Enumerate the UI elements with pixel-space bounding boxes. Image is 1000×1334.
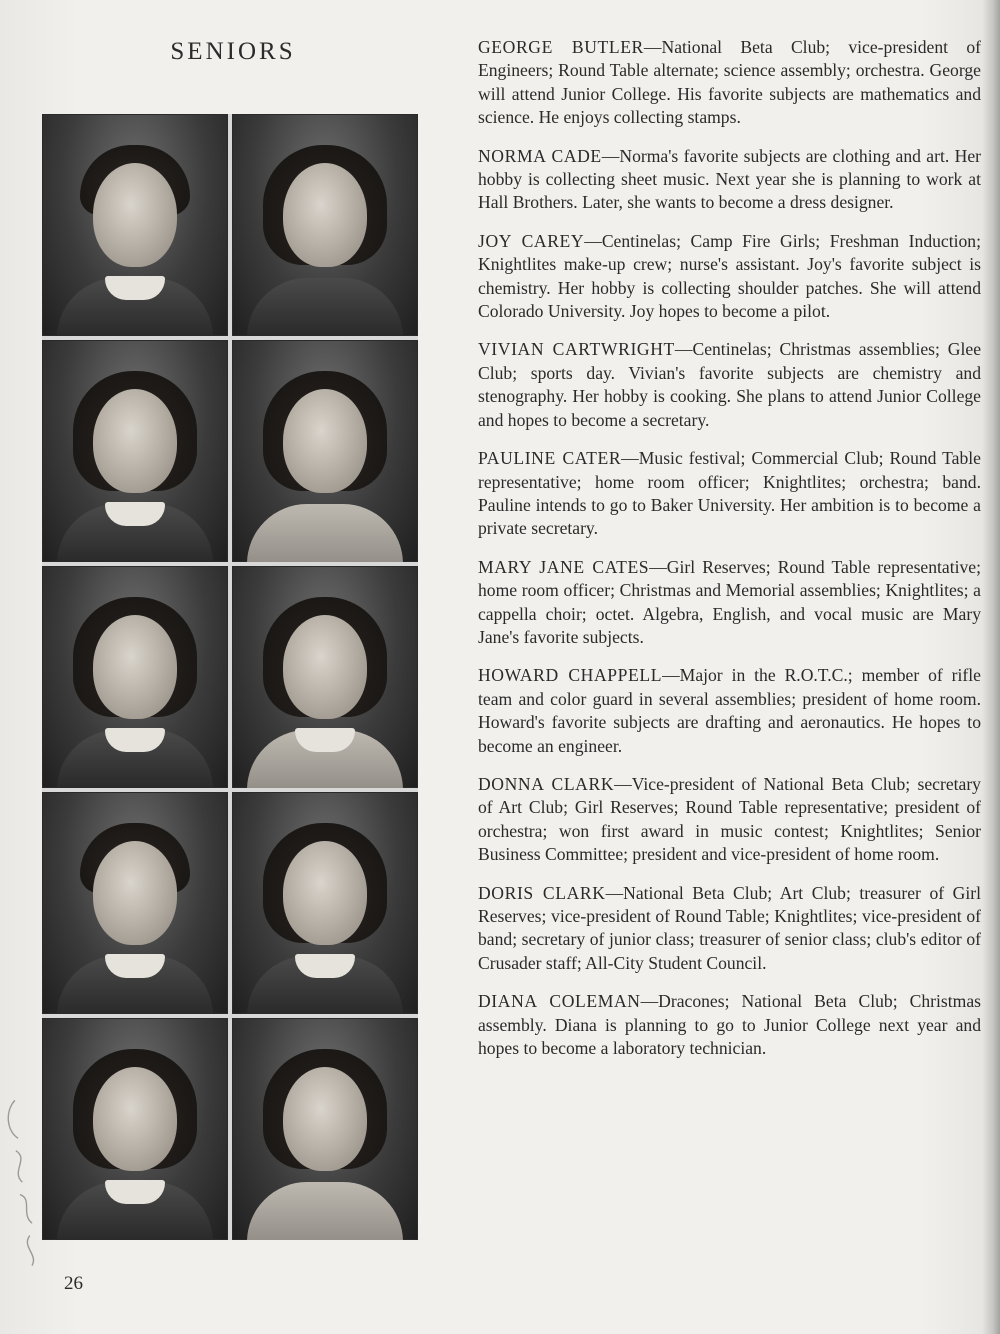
bio-donna-clark xyxy=(478,773,981,867)
bio-name: PAULINE CATER xyxy=(478,448,622,469)
bio-diana-coleman xyxy=(478,990,981,1060)
bio-text: —National Beta Club; Art Club; treasurer of Girl Reserves; vice-president of Round Table; Knightlites; vice-president of band; secretary of junior class; treasurer of senior class; club's editor of Crusader staff; All-City Student Council. xyxy=(478,882,981,973)
page-number: 26 xyxy=(64,1273,83,1294)
portrait-george-butler xyxy=(42,114,228,336)
bio-text: —Centinelas; Christmas assemblies; Glee Club; sports day. Vivian's favorite subjects are chemistry and stenography. Her hobby is cooking. She plans to attend Junior College and hopes to become a secretary. xyxy=(478,339,981,430)
bio-text: —Girl Reserves; Round Table representative; home room officer; Christmas and Memorial assemblies; Knightlites; a cappella choir; octet. Algebra, English, and vocal music are Mary Jane's favorite subjects. xyxy=(478,556,981,647)
bio-name: DIANA COLEMAN xyxy=(478,991,641,1012)
bio-name: GEORGE BUTLER xyxy=(478,37,644,57)
bio-doris-clark xyxy=(478,882,981,976)
bio-text: —Centinelas; Camp Fire Girls; Freshman Induction; Knightlites make-up crew; nurse's assistant. Joy's favorite subject is chemistry. Her hobby is collecting shoulder patches. She will attend Colorado University. Joy hopes to become a pilot. xyxy=(478,230,981,322)
senior-bios xyxy=(478,36,981,1075)
bio-name: VIVIAN CARTWRIGHT xyxy=(478,339,675,360)
bio-joy-carey xyxy=(478,230,981,324)
bio-text: —Vice-president of National Beta Club; secretary of Art Club; Girl Reserves; Round Table representative; president of orchestra; won first award in music contest; Knightlites; Senior Business Committee; president and vice-president of home room. xyxy=(478,773,981,865)
bio-text: —Norma's favorite subjects are clothing and art. Her hobby is collecting sheet music. Next year she is planning to work at Hall Brothers. Later, she wants to become a dress designer. xyxy=(478,145,981,213)
bio-name: HOWARD CHAPPELL xyxy=(478,665,663,686)
portrait-grid xyxy=(42,114,418,1240)
bio-pauline-cater xyxy=(478,447,981,541)
bio-name: MARY JANE CATES xyxy=(478,556,650,577)
portrait-joy-carey xyxy=(42,340,228,562)
portrait-norma-cade xyxy=(232,114,418,336)
section-title: SENIORS xyxy=(170,38,296,65)
portrait-pauline-cater xyxy=(42,566,228,788)
portrait-mary-jane-cates xyxy=(232,566,418,788)
bio-howard-chappell xyxy=(478,664,981,758)
bio-name: NORMA CADE xyxy=(478,145,602,166)
bio-name: DORIS CLARK xyxy=(478,882,606,903)
portrait-doris-clark xyxy=(42,1018,228,1240)
bio-mary-jane-cates xyxy=(478,556,981,650)
portrait-howard-chappell xyxy=(42,792,228,1014)
bio-text: —Major in the R.O.T.C.; member of rifle team and color guard in several assemblies; president of home room. Howard's favorite subjects are drafting and aeronautics. He hopes to become an engineer. xyxy=(478,665,981,756)
page-binding-shadow xyxy=(982,0,1000,1334)
bio-text: —Music festival; Commercial Club; Round Table representative; home room officer; Knightlites; orchestra; band. Pauline intends to go to Baker University. Her ambition is to become a private secretary. xyxy=(478,448,981,539)
bio-george-butler xyxy=(478,36,981,130)
portrait-vivian-cartwright xyxy=(232,340,418,562)
bio-text: —Dracones; National Beta Club; Christmas assembly. Diana is planning to go to Junior College next year and hopes to become a laboratory technician. xyxy=(478,991,981,1059)
bio-vivian-cartwright xyxy=(478,338,981,432)
bio-text: —National Beta Club; vice-president of Engineers; Round Table alternate; science assembly; orchestra. George will attend Junior College. His favorite subjects are mathematics and science. He enjoys collecting stamps. xyxy=(478,37,981,128)
portrait-donna-clark xyxy=(232,792,418,1014)
bio-name: DONNA CLARK xyxy=(478,773,615,794)
bio-norma-cade xyxy=(478,145,981,215)
portrait-diana-coleman xyxy=(232,1018,418,1240)
bio-name: JOY CAREY xyxy=(478,230,585,251)
